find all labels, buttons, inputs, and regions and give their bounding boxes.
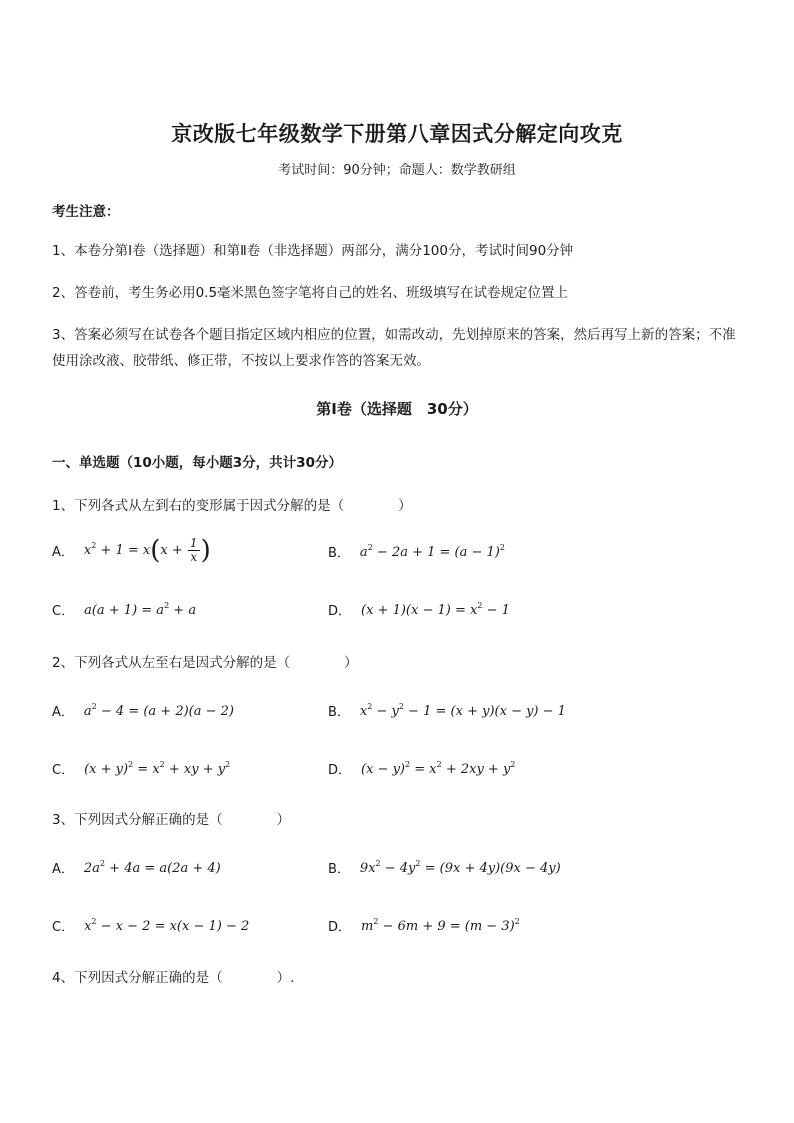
q2-option-d-formula: $(x - y)^2 = x^2 + 2xy + y^2$ bbox=[361, 760, 516, 777]
q1-option-c-formula: $a(a + 1) = a^2 + a$ bbox=[84, 601, 197, 618]
notice-item-2: 2、答卷前，考生务必用0.5毫米黑色签字笔将自己的姓名、班级填写在试卷规定位置上 bbox=[52, 285, 569, 301]
q1-option-d-formula: $(x + 1)(x - 1) = x^2 - 1$ bbox=[361, 601, 510, 618]
fraction: $\frac{1}{x}$ bbox=[189, 536, 198, 564]
exam-title: 京改版七年级数学下册第八章因式分解定向攻克 bbox=[171, 121, 623, 146]
option-letter: C． bbox=[52, 604, 75, 619]
option-letter: B． bbox=[328, 546, 350, 561]
q3-option-b[interactable] bbox=[328, 858, 561, 877]
section-title: 第Ⅰ卷（选择题 30分） bbox=[316, 400, 478, 418]
question-4-stem: 4、下列因式分解正确的是（ ）. bbox=[52, 970, 295, 986]
q2-option-a-formula: $a^2 - 4 = (a + 2)(a - 2)$ bbox=[83, 702, 234, 719]
q1-option-c[interactable] bbox=[52, 600, 196, 619]
q2-option-b[interactable] bbox=[328, 701, 566, 720]
notice-item-1: 1、本卷分第Ⅰ卷（选择题）和第Ⅱ卷（非选择题）两部分，满分100分，考试时间90分钟 bbox=[52, 243, 574, 259]
q1-option-b-formula: $a^2 - 2a + 1 = (a - 1)^2$ bbox=[359, 543, 505, 560]
option-letter: A． bbox=[52, 705, 74, 720]
q3-option-c-formula: $x^2 - x - 2 = x(x - 1) - 2$ bbox=[84, 917, 250, 934]
q1-option-a-formula: $x^2 + 1 = x(x$ + $\frac{1}{x}$ ) bbox=[83, 535, 211, 566]
q2-option-c[interactable] bbox=[52, 759, 230, 778]
option-letter: D． bbox=[328, 920, 352, 935]
notice-item-3: 3、答案必须写在试卷各个题目指定区域内相应的位置，如需改动，先划掉原来的答案，然后再写上新的答案；不准使用涂改液、胶带纸、修正带，不按以上要求作答的答案无效。 bbox=[52, 327, 736, 369]
q2-option-b-formula: $x^2 - y^2 - 1 = (x + y)(x - y) - 1$ bbox=[359, 702, 566, 719]
q3-option-d[interactable] bbox=[328, 916, 520, 935]
q1-option-b[interactable] bbox=[328, 542, 505, 561]
option-letter: A． bbox=[52, 862, 74, 877]
exam-subtitle: 考试时间：90分钟；命题人：数学教研组 bbox=[278, 163, 516, 178]
option-letter: B． bbox=[328, 862, 350, 877]
question-3-stem: 3、下列因式分解正确的是（ ） bbox=[52, 812, 291, 828]
q2-option-d[interactable] bbox=[328, 759, 515, 778]
q1-option-d[interactable] bbox=[328, 600, 510, 619]
notice-heading: 考生注意： bbox=[52, 204, 120, 220]
q3-option-a-formula: $2a^2 + 4a = a(2a + 4)$ bbox=[83, 859, 221, 876]
option-letter: A． bbox=[52, 545, 74, 560]
part-one-heading: 一、单选题（10小题，每小题3分，共计30分） bbox=[52, 455, 342, 471]
q1-option-a[interactable] bbox=[52, 537, 211, 564]
question-2-stem: 2、下列各式从左至右是因式分解的是（ ） bbox=[52, 655, 358, 671]
question-1-stem: 1、下列各式从左到右的变形属于因式分解的是（ ） bbox=[52, 498, 412, 514]
q2-option-a[interactable] bbox=[52, 701, 234, 720]
option-letter: C． bbox=[52, 763, 75, 778]
q3-option-b-formula: $9x^2 - 4y^2 = (9x + 4y)(9x - 4y)$ bbox=[359, 859, 561, 876]
option-letter: D． bbox=[328, 763, 352, 778]
q3-option-a[interactable] bbox=[52, 858, 221, 877]
option-letter: D． bbox=[328, 604, 352, 619]
q3-option-c[interactable] bbox=[52, 916, 249, 935]
q2-option-c-formula: $(x + y)^2 = x^2$ + xy + $y^2$ bbox=[84, 760, 231, 777]
option-letter: C． bbox=[52, 920, 75, 935]
q3-option-d-formula: $m^2 - 6m + 9 = (m - 3)^2$ bbox=[361, 917, 520, 934]
option-letter: B． bbox=[328, 705, 350, 720]
